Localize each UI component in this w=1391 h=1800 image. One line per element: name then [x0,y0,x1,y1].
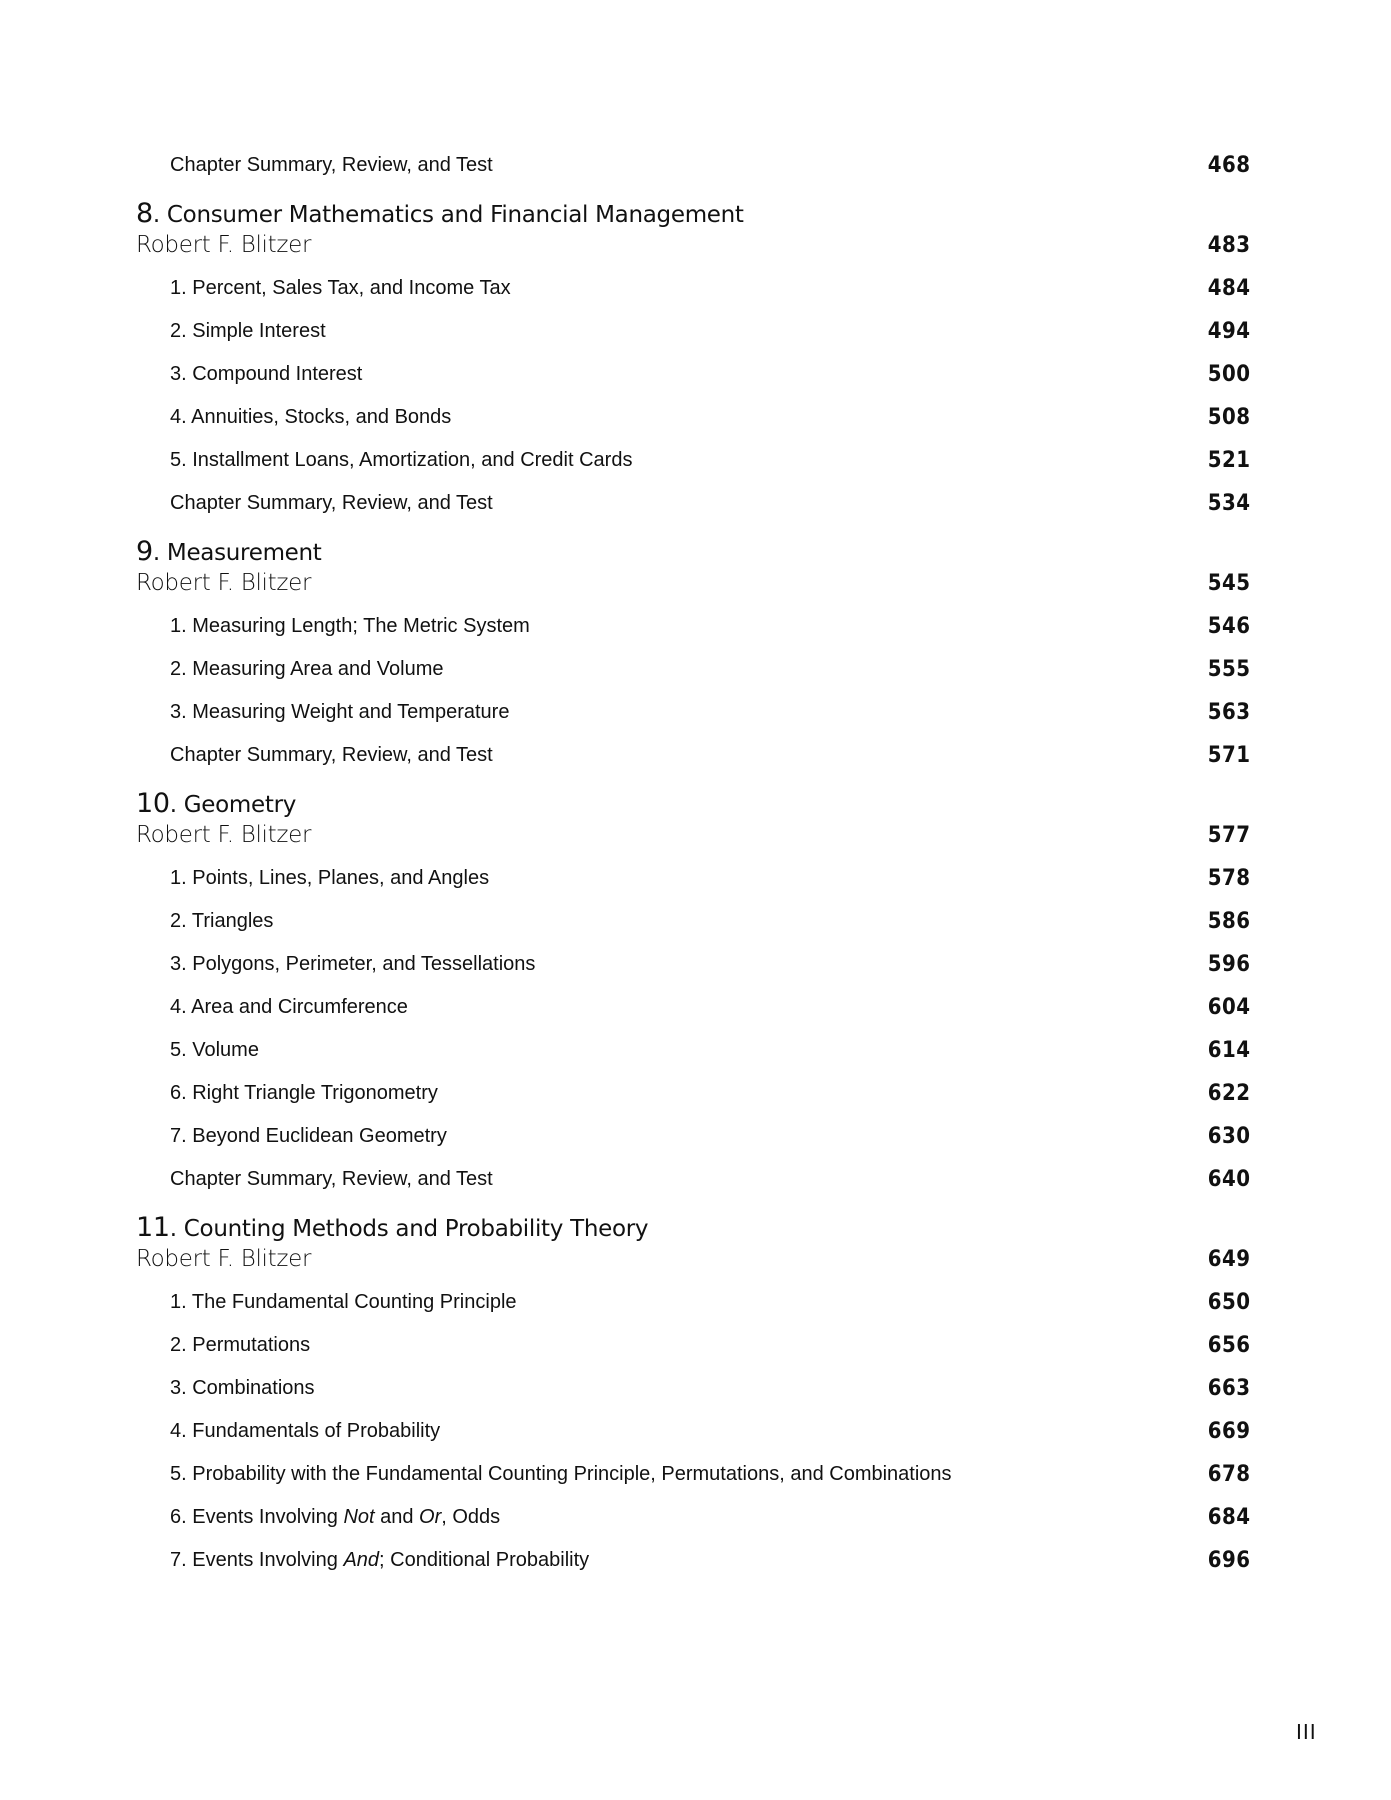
page-number: 630 [1207,1124,1250,1149]
toc-entry-label [136,1082,438,1105]
chapter-title[interactable] [136,197,1250,229]
label-segment: 3. Polygons, Perimeter, and Tessellations [170,953,536,975]
label-segment: 7. Events Involving [170,1549,344,1571]
toc-entry[interactable] [136,1324,1250,1367]
toc-entry-label [136,363,362,386]
label-segment: 5. Probability with the Fundamental Counting Principle, Permutations, and Combinations [170,1463,952,1485]
toc-entry[interactable] [136,605,1250,648]
toc-entry-label [136,1377,315,1400]
chapter-number: 9 [136,535,153,567]
chapter-author: Robert F. Blitzer [136,570,312,596]
label-segment: 3. Measuring Weight and Temperature [170,701,510,723]
toc-entry-label [136,658,444,681]
toc-entry[interactable] [136,734,1250,777]
label-segment: 4. Area and Circumference [170,996,408,1018]
page-number: 521 [1207,448,1250,473]
chapter-author-row[interactable] [136,1243,1250,1275]
page-number: 577 [1207,822,1250,848]
toc-entry[interactable] [136,1496,1250,1539]
page-number: 649 [1207,1246,1250,1272]
chapter-title[interactable] [136,787,1250,819]
toc-entry[interactable] [136,1158,1250,1201]
toc-entry[interactable] [136,144,1250,187]
label-segment: 5. Volume [170,1039,259,1061]
italic-term: Or [419,1506,442,1528]
toc-entry-label [136,277,511,300]
chapter-title-label [136,1212,648,1243]
toc-entry-label [136,406,451,429]
chapter-author: Robert F. Blitzer [136,232,312,258]
label-segment: Chapter Summary, Review, and Test [170,154,493,176]
chapter-title-text: . Geometry [169,791,297,818]
toc-entry-label [136,1168,493,1191]
toc-entry-label [136,1291,517,1314]
label-segment: 5. Installment Loans, Amortization, and Credit Cards [170,449,633,471]
page-number: 494 [1207,319,1250,344]
toc-entry[interactable] [136,857,1250,900]
page-number: 684 [1207,1505,1250,1530]
chapter-author-row[interactable] [136,819,1250,851]
page-number: 484 [1207,276,1250,301]
label-segment: 1. Percent, Sales Tax, and Income Tax [170,277,511,299]
toc-entry[interactable] [136,439,1250,482]
page-number: 571 [1207,743,1250,768]
toc-entry[interactable] [136,1115,1250,1158]
page-number: 663 [1207,1376,1250,1401]
toc-entry-label [136,744,493,767]
chapter-author: Robert F. Blitzer [136,1246,312,1272]
label-segment: , Odds [441,1506,501,1528]
toc-entry-label [136,615,530,638]
italic-term: Not [343,1506,375,1528]
toc-entry-label [136,1549,589,1572]
toc-entry[interactable] [136,482,1250,525]
chapter-title-text: . Counting Methods and Probability Theory [169,1215,649,1242]
page-number: 669 [1207,1419,1250,1444]
label-segment: 6. Right Triangle Trigonometry [170,1082,438,1104]
table-of-contents [136,144,1250,1582]
label-segment: 3. Combinations [170,1377,315,1399]
chapter-number: 11 [136,1211,170,1243]
toc-entry-label [136,1125,447,1148]
toc-entry-label [136,867,489,890]
page-number: 578 [1207,866,1250,891]
toc-entry[interactable] [136,1072,1250,1115]
toc-entry-label [136,1334,310,1357]
chapter-title[interactable] [136,535,1250,567]
label-segment: Chapter Summary, Review, and Test [170,744,493,766]
toc-entry[interactable] [136,1367,1250,1410]
chapter-title-label [136,788,296,819]
toc-entry-label [136,1039,259,1062]
toc-entry-label [136,492,493,515]
label-segment: 7. Beyond Euclidean Geometry [170,1125,447,1147]
toc-entry[interactable] [136,1539,1250,1582]
page-number: 500 [1207,362,1250,387]
label-segment: 1. Points, Lines, Planes, and Angles [170,867,490,889]
toc-entry-label [136,449,632,472]
page-number: 678 [1207,1462,1250,1487]
page-number: 483 [1207,232,1250,258]
chapter-title-text: . Consumer Mathematics and Financial Management [152,201,744,228]
chapter-author-row[interactable] [136,229,1250,261]
label-segment: 2. Measuring Area and Volume [170,658,444,680]
toc-entry[interactable] [136,310,1250,353]
page-number: 534 [1207,491,1250,516]
label-segment: 1. Measuring Length; The Metric System [170,615,530,637]
toc-entry-label [136,320,326,343]
label-segment: 1. The Fundamental Counting Principle [170,1291,517,1313]
page-number: 546 [1207,614,1250,639]
page-number: 468 [1207,153,1250,178]
toc-entry-label [136,953,535,976]
page-number: 656 [1207,1333,1250,1358]
page-number: 596 [1207,952,1250,977]
chapter-number: 8 [136,197,153,229]
page-number: 604 [1207,995,1250,1020]
chapter-title-label [136,536,322,567]
label-segment: 4. Annuities, Stocks, and Bonds [170,406,452,428]
page-number: 545 [1207,570,1250,596]
toc-entry[interactable] [136,900,1250,943]
page-number: 586 [1207,909,1250,934]
chapter-title-text: . Measurement [152,539,322,566]
label-segment: 2. Triangles [170,910,274,932]
toc-entry[interactable] [136,353,1250,396]
toc-entry[interactable] [136,1453,1250,1496]
chapter-title[interactable] [136,1211,1250,1243]
toc-entry[interactable] [136,986,1250,1029]
toc-entry-label [136,910,273,933]
toc-entry-label [136,1420,440,1443]
label-segment: 3. Compound Interest [170,363,363,385]
italic-term: And [343,1549,380,1571]
page-number: 508 [1207,405,1250,430]
toc-entry[interactable] [136,1410,1250,1453]
page-number: 696 [1207,1548,1250,1573]
page-number: 640 [1207,1167,1250,1192]
chapter-title-label [136,198,744,229]
toc-entry-label [136,701,509,724]
chapter-author-row[interactable] [136,567,1250,599]
page-number: 614 [1207,1038,1250,1063]
page-number-folio: III [1296,1720,1317,1744]
label-segment: Chapter Summary, Review, and Test [170,492,493,514]
toc-entry[interactable] [136,396,1250,439]
toc-entry[interactable] [136,648,1250,691]
label-segment: ; Conditional Probability [379,1549,590,1571]
toc-entry-label [136,996,408,1019]
toc-entry[interactable] [136,691,1250,734]
toc-entry[interactable] [136,1029,1250,1072]
toc-entry-label [136,1506,500,1529]
label-segment: Chapter Summary, Review, and Test [170,1168,493,1190]
chapter-author: Robert F. Blitzer [136,822,312,848]
page-number: 563 [1207,700,1250,725]
page-number: 622 [1207,1081,1250,1106]
label-segment: 2. Permutations [170,1334,311,1356]
label-segment: 6. Events Involving [170,1506,344,1528]
chapter-number: 10 [136,787,170,819]
page-number: 555 [1207,657,1250,682]
toc-entry-label [136,154,493,177]
label-segment: 2. Simple Interest [170,320,326,342]
toc-entry[interactable] [136,267,1250,310]
toc-entry[interactable] [136,943,1250,986]
label-segment: and [374,1506,420,1528]
toc-entry-label [136,1463,952,1486]
toc-entry[interactable] [136,1281,1250,1324]
label-segment: 4. Fundamentals of Probability [170,1420,441,1442]
page-number: 650 [1207,1290,1250,1315]
